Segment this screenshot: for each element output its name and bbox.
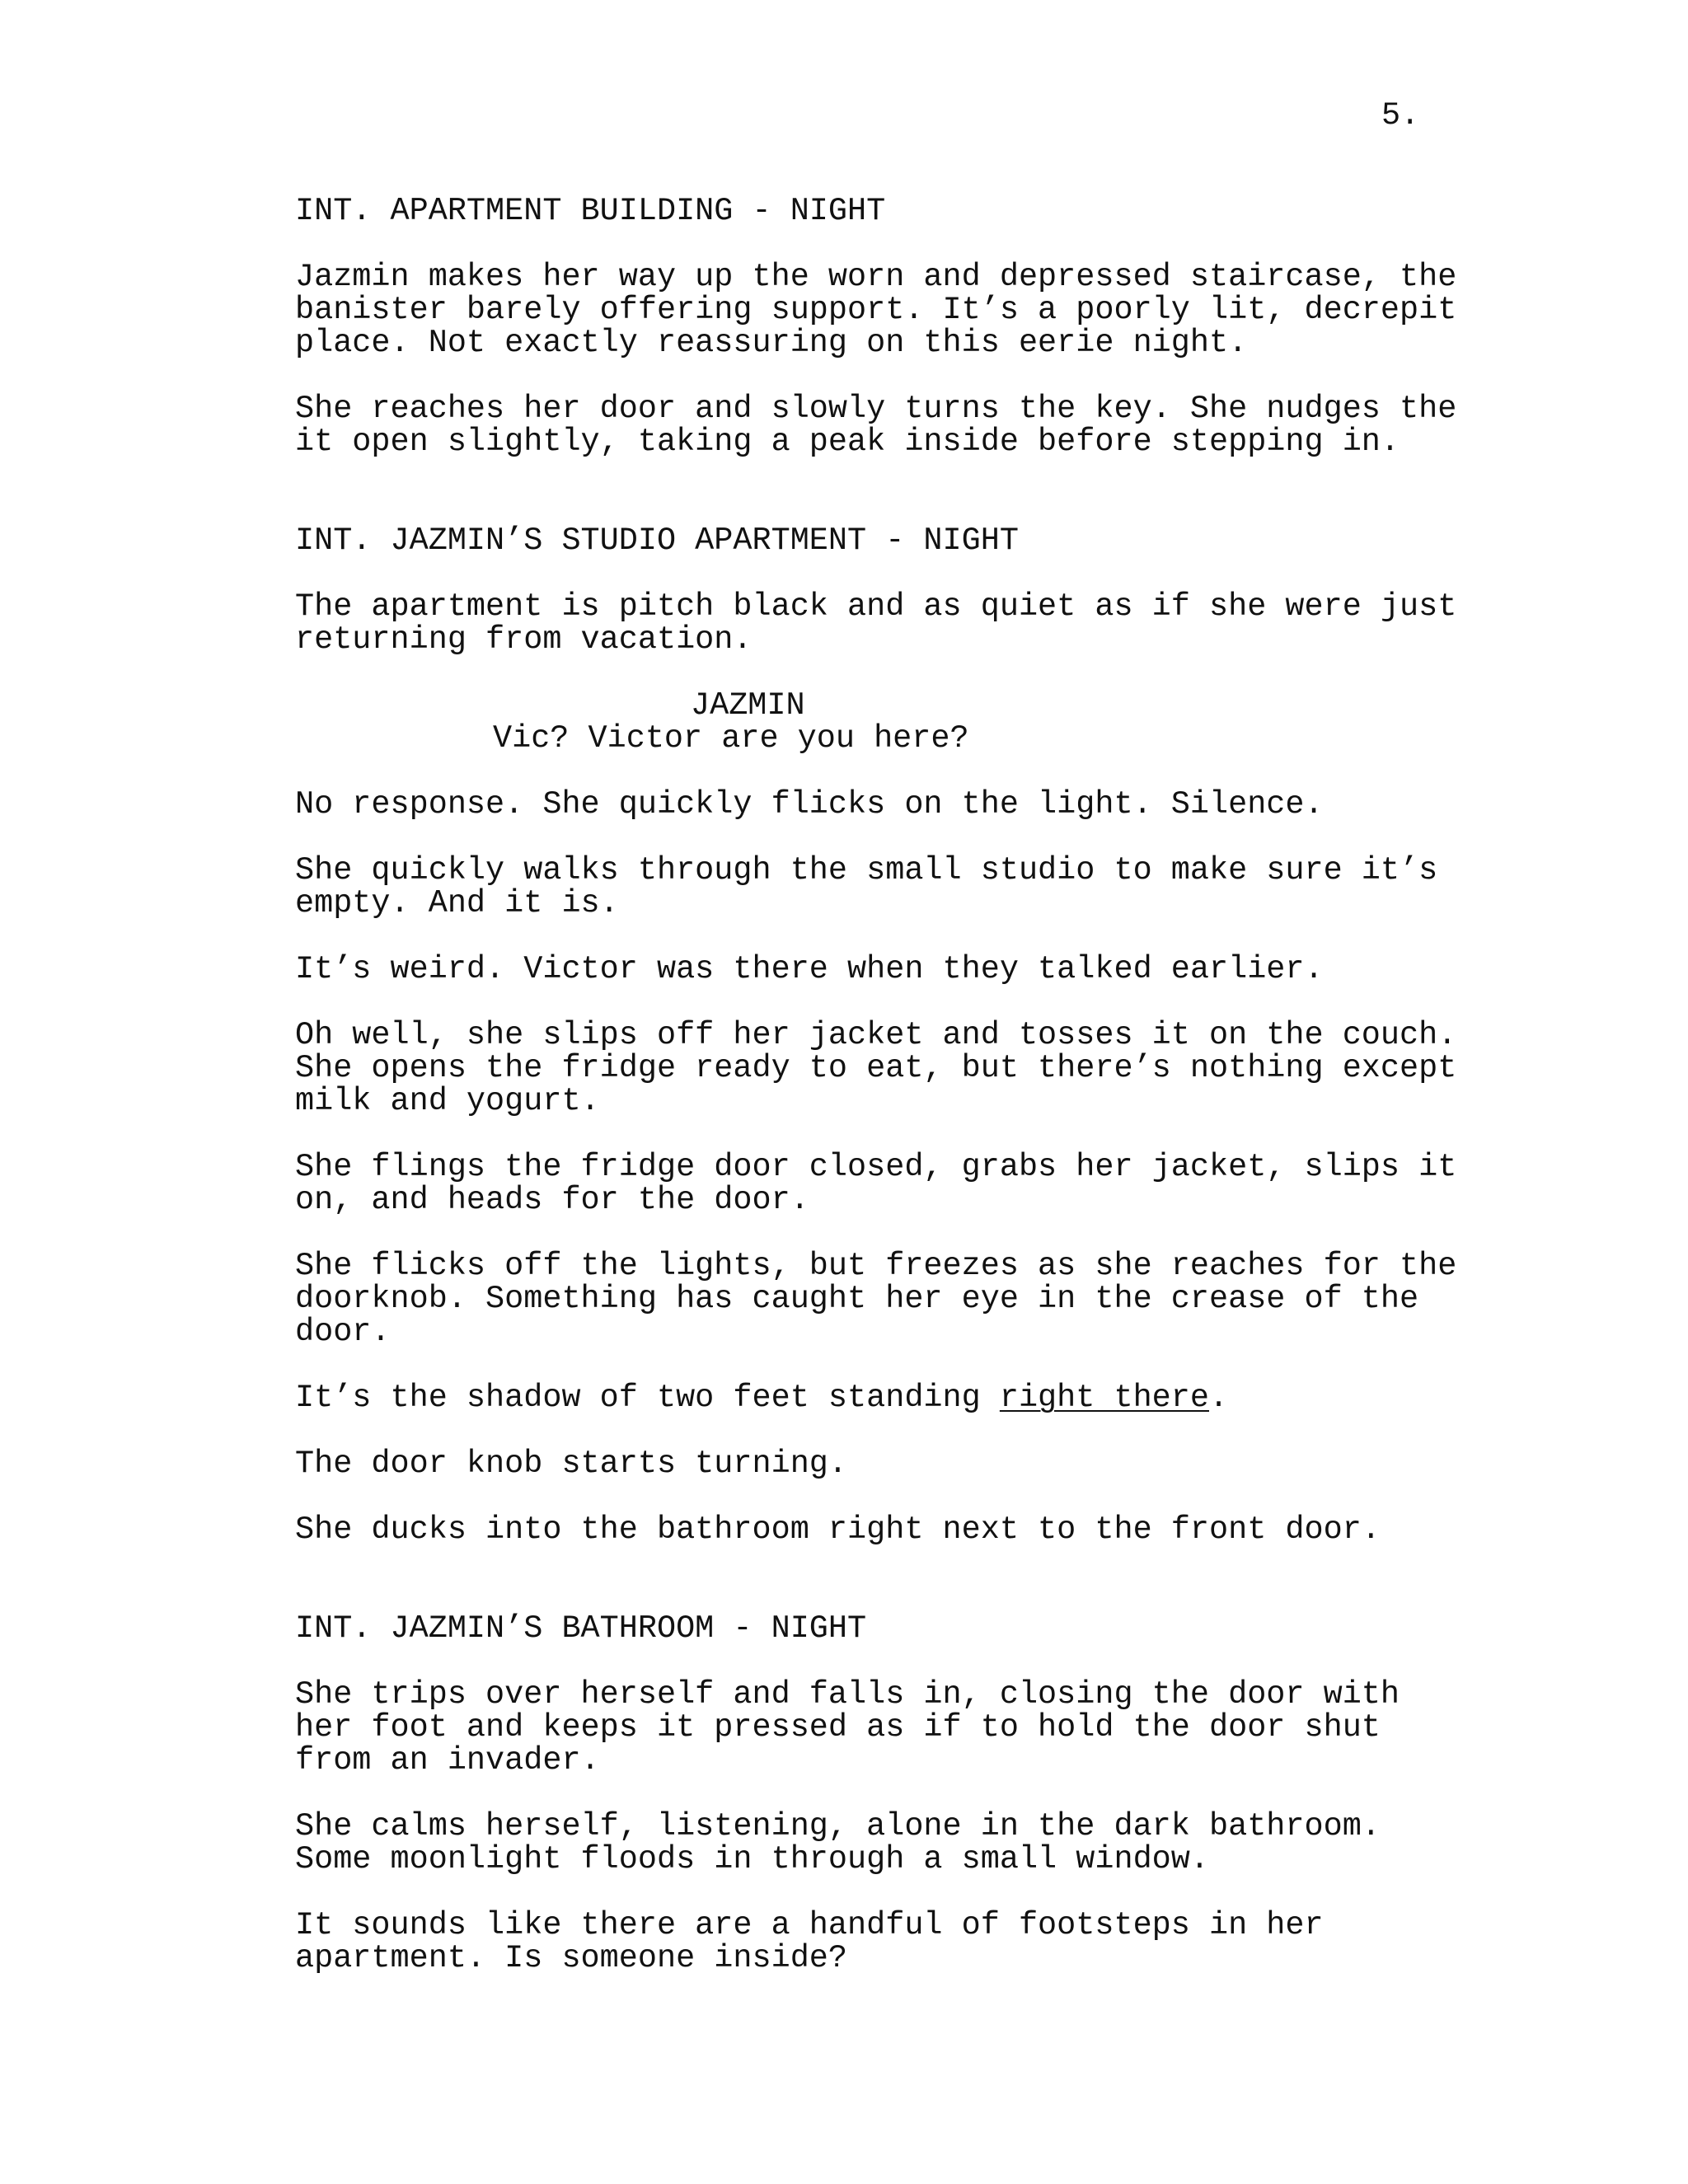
action-paragraph	[295, 590, 1465, 656]
action-line: She reaches her door and slowly turns the key. She nudges the	[295, 391, 1457, 427]
action-line: her foot and keeps it pressed as if to hold the door shut	[295, 1709, 1381, 1746]
action-line: apartment. Is someone inside?	[295, 1940, 848, 1976]
action-paragraph	[295, 1151, 1465, 1216]
action-paragraph	[295, 392, 1465, 458]
action-line: doorknob. Something has caught her eye in the crease of the	[295, 1281, 1419, 1317]
action-line: The apartment is pitch black and as quiet as if she were just	[295, 588, 1457, 625]
action-paragraph	[295, 1513, 1465, 1546]
action-paragraph	[295, 260, 1465, 359]
character-name: JAZMIN	[691, 687, 805, 724]
scene-heading: INT. APARTMENT BUILDING - NIGHT	[295, 193, 886, 229]
action-paragraph	[295, 1249, 1465, 1348]
action-line: She opens the fridge ready to eat, but there’s nothing except	[295, 1050, 1457, 1086]
action-line: on, and heads for the door.	[295, 1182, 809, 1218]
action-line: milk and yogurt.	[295, 1083, 600, 1119]
action-paragraph	[295, 1909, 1465, 1975]
action-paragraph	[295, 1678, 1465, 1777]
action-text: .	[1209, 1380, 1229, 1416]
action-paragraph	[295, 1381, 1465, 1414]
action-paragraph	[295, 854, 1465, 920]
action-paragraph	[295, 1019, 1465, 1118]
action-line: She flicks off the lights, but freezes as she reaches for the	[295, 1248, 1457, 1284]
screenplay-body	[295, 194, 1465, 1975]
action-line: empty. And it is.	[295, 885, 619, 921]
action-text: It’s the shadow of two feet standing	[295, 1380, 1000, 1416]
dialogue-line: Vic? Victor are you here?	[493, 720, 969, 757]
action-line: from an invader.	[295, 1742, 600, 1779]
action-line: She calms herself, listening, alone in the dark bathroom.	[295, 1808, 1381, 1844]
action-paragraph	[295, 788, 1465, 821]
action-line	[295, 1381, 1465, 1414]
action-line: door.	[295, 1314, 391, 1350]
action-line: She flings the fridge door closed, grabs her jacket, slips it	[295, 1149, 1457, 1185]
action-line: She trips over herself and falls in, closing the door with	[295, 1676, 1400, 1713]
action-paragraph	[295, 1447, 1465, 1480]
action-line: returning from vacation.	[295, 621, 753, 658]
action-paragraph	[295, 953, 1465, 986]
action-line: Oh well, she slips off her jacket and tosses it on the couch.	[295, 1017, 1457, 1053]
action-line: It sounds like there are a handful of footsteps in her	[295, 1907, 1324, 1943]
action-line: It’s weird. Victor was there when they talked earlier.	[295, 951, 1324, 987]
action-line: it open slightly, taking a peak inside before stepping in.	[295, 424, 1400, 460]
action-line: banister barely offering support. It’s a poorly lit, decrepit	[295, 292, 1457, 328]
action-line: She quickly walks through the small studio to make sure it’s	[295, 852, 1438, 888]
action-paragraph	[295, 1810, 1465, 1876]
page-number: 5.	[1381, 97, 1420, 134]
action-line: The door knob starts turning.	[295, 1446, 848, 1482]
scene-heading: INT. JAZMIN’S BATHROOM - NIGHT	[295, 1610, 867, 1647]
scene-heading: INT. JAZMIN’S STUDIO APARTMENT - NIGHT	[295, 523, 1019, 559]
underlined-emphasis: right there	[999, 1380, 1209, 1416]
action-line: No response. She quickly flicks on the light. Silence.	[295, 786, 1324, 823]
action-line: She ducks into the bathroom right next to the front door.	[295, 1511, 1381, 1548]
action-line: place. Not exactly reassuring on this eerie night.	[295, 325, 1248, 361]
action-line: Some moonlight floods in through a small window.	[295, 1841, 1209, 1877]
action-line: Jazmin makes her way up the worn and depressed staircase, the	[295, 259, 1457, 295]
